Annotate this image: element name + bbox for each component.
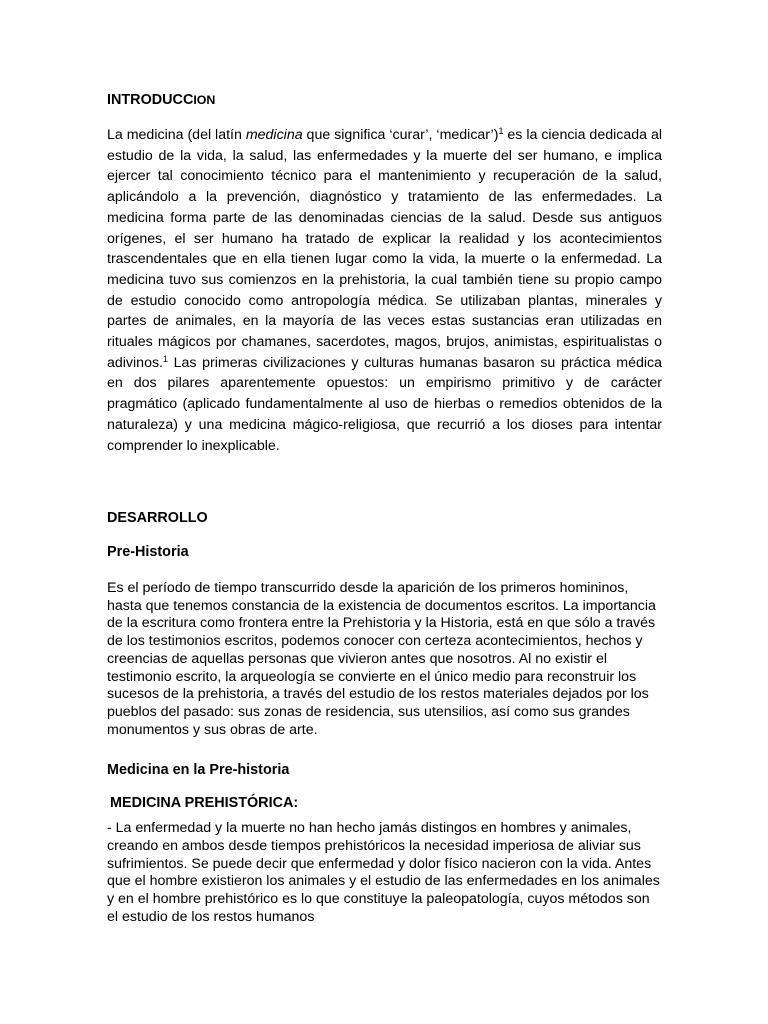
medicine-in-prehistory-heading: Medicina en la Pre-historia [107, 762, 290, 778]
intro-after-meaning: es la ciencia dedicada al estudio de la vida, la salud, las enfermedades y la muerte del ser humano, e implica ejercer tal conocimiento técnico para el mantenimiento y recuperación de la salud, aplicándolo a la prevención, diagnóstico y tratamiento de las enfermedades. La medicina forma parte de las denominadas ciencias de la salud. Desde sus antiguos orígenes, el ser humano ha tratado de explicar la realidad y los acontecimientos trascendentales que en ella tienen lugar como la vida, la muerte o la enfermedad. La medicina tuvo sus comienzos en la prehistoria, la cual también tiene su propio campo de estudio conocido como antropología médica. Se utilizaban plantas, minerales y partes de animales, en la mayoría de las veces estas sustancias eran utilizadas en rituales mágicos por chamanes, sacerdotes, magos, brujos, animistas, espiritualistas o adivinos. [107, 127, 662, 371]
introduction-heading [107, 90, 662, 111]
prehistory-heading: Pre-Historia [107, 544, 189, 560]
introduction-heading-main: INTRODUCC [107, 92, 194, 108]
intro-footnote-marker-second: 1 [163, 353, 169, 364]
prehistoric-medicine-paragraph: - La enfermedad y la muerte no han hecho jamás distingos en hombres y animales, creando en ambos desde tiempos prehistóricos la necesidad imperiosa de aliviar sus sufrimientos. Se puede decir que enfermedad y dolor físico nacieron con la vida. Antes que el hombre existieron los animales y el estudio de las enfermedades en los animales y en el hombre prehistórico es lo que constituye la paleopatología, cuyos métodos son el estudio de los restos humanos [107, 820, 660, 925]
development-heading: DESARROLLO [107, 510, 208, 526]
intro-footnote-marker: 1 [498, 126, 504, 136]
introduction-heading-end: ION [193, 93, 216, 107]
prehistory-paragraph: Es el período de tiempo transcurrido desde la aparición de los primeros homininos, hasta que tenemos constancia de la existencia de documentos escritos. La importancia de la escritura como frontera entre la Prehistoria y la Historia, está en que sólo a través de los testimonios escritos, podemos conocer con certeza acontecimientos, hechos y creencias de aquellas personas que vivieron antes que nosotros. Al no existir el testimonio escrito, la arqueología se convierte en el único medio para reconstruir los sucesos de la prehistoria, a través del estudio de los restos materiales dejados por los pueblos del pasado: sus zonas de residencia, sus utensilios, así como sus grandes monumentos y sus obras de arte. [107, 580, 656, 738]
intro-second-part: Las primeras civilizaciones y culturas humanas basaron su práctica médica en dos pilares aparentemente opuestos: un empirismo primitivo y de carácter pragmático (aplicado fundamentalmente al uso de hierbas o remedios obtenidos de la naturaleza) y una medicina mágico-religiosa, que recurrió a los dioses para intentar comprender lo inexplicable. [107, 354, 662, 454]
introduction-paragraph [107, 125, 662, 456]
latin-word: medicina [245, 127, 303, 143]
intro-meaning: que significa ‘curar’, ‘medicar’) [302, 127, 499, 143]
prehistoric-medicine-heading: MEDICINA PREHISTÓRICA: [110, 795, 299, 811]
intro-before-latin: La medicina (del latín [107, 127, 246, 143]
